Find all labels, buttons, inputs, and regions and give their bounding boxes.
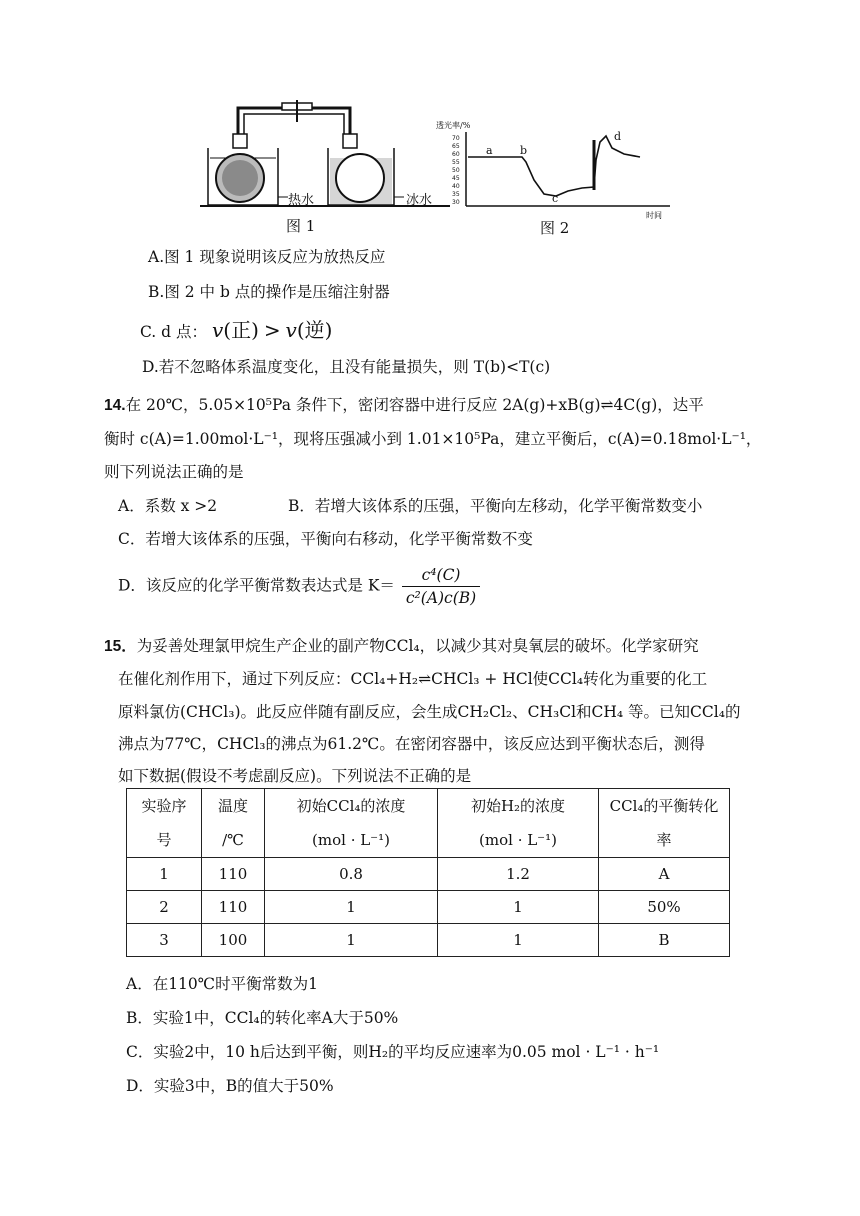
table-row [127, 858, 730, 891]
header-line: 初始H₂的浓度 [470, 797, 566, 815]
table-cell: 1.2 [438, 858, 599, 891]
header-line: (mol · L⁻¹) [479, 831, 557, 849]
fig2-tick: 70 [452, 135, 460, 142]
q14-option-b: B．若增大该体系的压强，平衡向左移动，化学平衡常数变小 [288, 497, 703, 515]
question-number: 15． [104, 638, 137, 655]
q14-line-2: 衡时 c(A)=1.00mol·L⁻¹，现将压强减小到 1.01×10⁵Pa，建立平衡后，c(A)=0.18mol·L⁻¹， [104, 430, 762, 448]
q15-line-4: 沸点为77℃，CHCl₃的沸点为61.2℃。在密闭容器中，该反应达到平衡状态后，测得 [118, 735, 705, 753]
table-cell: 0.8 [265, 858, 438, 891]
figure-2-graph [466, 132, 670, 206]
fig1-ice-water-label: 冰水 [406, 193, 433, 208]
header-line: CCl₄的平衡转化 [609, 797, 719, 815]
fig2-xlabel: 时间 [646, 211, 662, 220]
fig2-tick: 55 [452, 159, 460, 166]
header-line: 温度 [217, 797, 248, 815]
table-header-cell [202, 789, 265, 858]
header-line: 率 [656, 831, 672, 849]
table-header-row [127, 789, 730, 858]
fraction-denominator: c²(A)c(B) [405, 589, 477, 607]
table-header-cell [438, 789, 599, 858]
q13-option-b: B.图 2 中 b 点的操作是压缩注射器 [148, 283, 390, 301]
header-line: 初始CCl₄的浓度 [296, 797, 406, 815]
fig2-tick: 35 [452, 191, 460, 198]
table-cell: 100 [202, 924, 265, 957]
table-cell: B [599, 924, 730, 957]
question-number: 14. [104, 397, 126, 414]
q15-option-a: A．在110℃时平衡常数为1 [126, 975, 318, 993]
experiment-data-table [126, 788, 730, 957]
table-row [127, 891, 730, 924]
q15-option-d: D．实验3中，B的值大于50% [126, 1077, 334, 1095]
q14-option-c: C．若增大该体系的压强，平衡向右移动，化学平衡常数不变 [118, 530, 533, 548]
table-header-cell [127, 789, 202, 858]
table-cell: 1 [438, 891, 599, 924]
figure-area [200, 100, 680, 235]
fig2-tick: 50 [452, 167, 460, 174]
fig2-tick: 65 [452, 143, 460, 150]
greater-than-sign: > [263, 318, 281, 342]
fig2-tick: 45 [452, 175, 460, 182]
fig2-tick: 60 [452, 151, 460, 158]
fig2-point-c: c [552, 192, 559, 205]
equilibrium-constant-fraction [402, 564, 480, 609]
fraction-numerator: c⁴(C) [402, 564, 480, 587]
velocity-symbol: v [285, 318, 297, 342]
table-cell: 1 [438, 924, 599, 957]
header-line: 号 [156, 831, 172, 849]
fig2-caption: 图 2 [540, 219, 570, 237]
table-cell: 110 [202, 858, 265, 891]
table-cell: A [599, 858, 730, 891]
q15-line-1 [104, 634, 699, 656]
q14-option-d [118, 564, 480, 609]
fig2-y-ticks [452, 135, 460, 207]
fig1-caption: 图 1 [286, 217, 316, 235]
table-cell: 1 [265, 891, 438, 924]
velocity-symbol: v [211, 318, 224, 342]
table-header-cell [265, 789, 438, 858]
header-line: (mol · L⁻¹) [312, 831, 390, 849]
q13-option-c [140, 314, 332, 343]
table-row [127, 924, 730, 957]
table-cell: 1 [265, 924, 438, 957]
q14-line-3: 则下列说法正确的是 [104, 463, 244, 481]
table-cell: 110 [202, 891, 265, 924]
fig2-point-b: b [520, 144, 528, 157]
fig2-point-d: d [614, 130, 622, 143]
table-cell: 50% [599, 891, 730, 924]
table-cell: 1 [127, 858, 202, 891]
q14-stem-text: 在 20℃，5.05×10⁵Pa 条件下，密闭容器中进行反应 2A(g)+xB(g)⇌4C(g)，达平 [125, 396, 704, 414]
q13-option-d: D.若不忽略体系温度变化，且没有能量损失，则 T(b)<T(c) [142, 358, 551, 376]
table-cell: 3 [127, 924, 202, 957]
q14-option-d-text: D．该反应的化学平衡常数表达式是 K＝ [118, 576, 395, 595]
fig2-tick: 40 [452, 183, 460, 190]
fig2-tick: 30 [452, 199, 460, 206]
fig1-hot-water-label: 热水 [288, 193, 315, 208]
q15-option-c: C．实验2中，10 h后达到平衡，则H₂的平均反应速率为0.05 mol · L⁻¹ · h⁻¹ [126, 1043, 660, 1061]
table-cell: 2 [127, 891, 202, 924]
q15-option-b: B．实验1中，CCl₄的转化率A大于50% [126, 1009, 399, 1027]
header-line: /℃ [222, 831, 244, 849]
q15-line-3: 原料氯仿(CHCl₃)。此反应伴随有副反应，会生成CH₂Cl₂、CH₃Cl和CH₄ 等。已知CCl₄的 [118, 703, 741, 721]
q13-option-c-prefix: C. d 点： [140, 323, 208, 341]
q14-option-a: A．系数 x >2 [118, 497, 218, 515]
q15-line-2: 在催化剂作用下，通过下列反应：CCl₄+H₂⇌CHCl₃ + HCl使CCl₄转化为重要的化工 [118, 670, 708, 688]
reverse-label: (逆) [296, 318, 333, 342]
fig2-point-a: a [486, 144, 493, 157]
header-line: 实验序 [141, 797, 187, 815]
q15-line-5: 如下数据(假设不考虑副反应)。下列说法不正确的是 [118, 767, 472, 785]
q15-stem-text: 为妥善处理氯甲烷生产企业的副产物CCl₄，以减少其对臭氧层的破坏。化学家研究 [136, 637, 699, 655]
forward-label: (正) [223, 318, 259, 342]
q14-line-1 [104, 393, 704, 415]
q13-option-a: A.图 1 现象说明该反应为放热反应 [148, 248, 386, 266]
fig2-ylabel: 透光率/% [436, 121, 471, 130]
table-header-cell [599, 789, 730, 858]
